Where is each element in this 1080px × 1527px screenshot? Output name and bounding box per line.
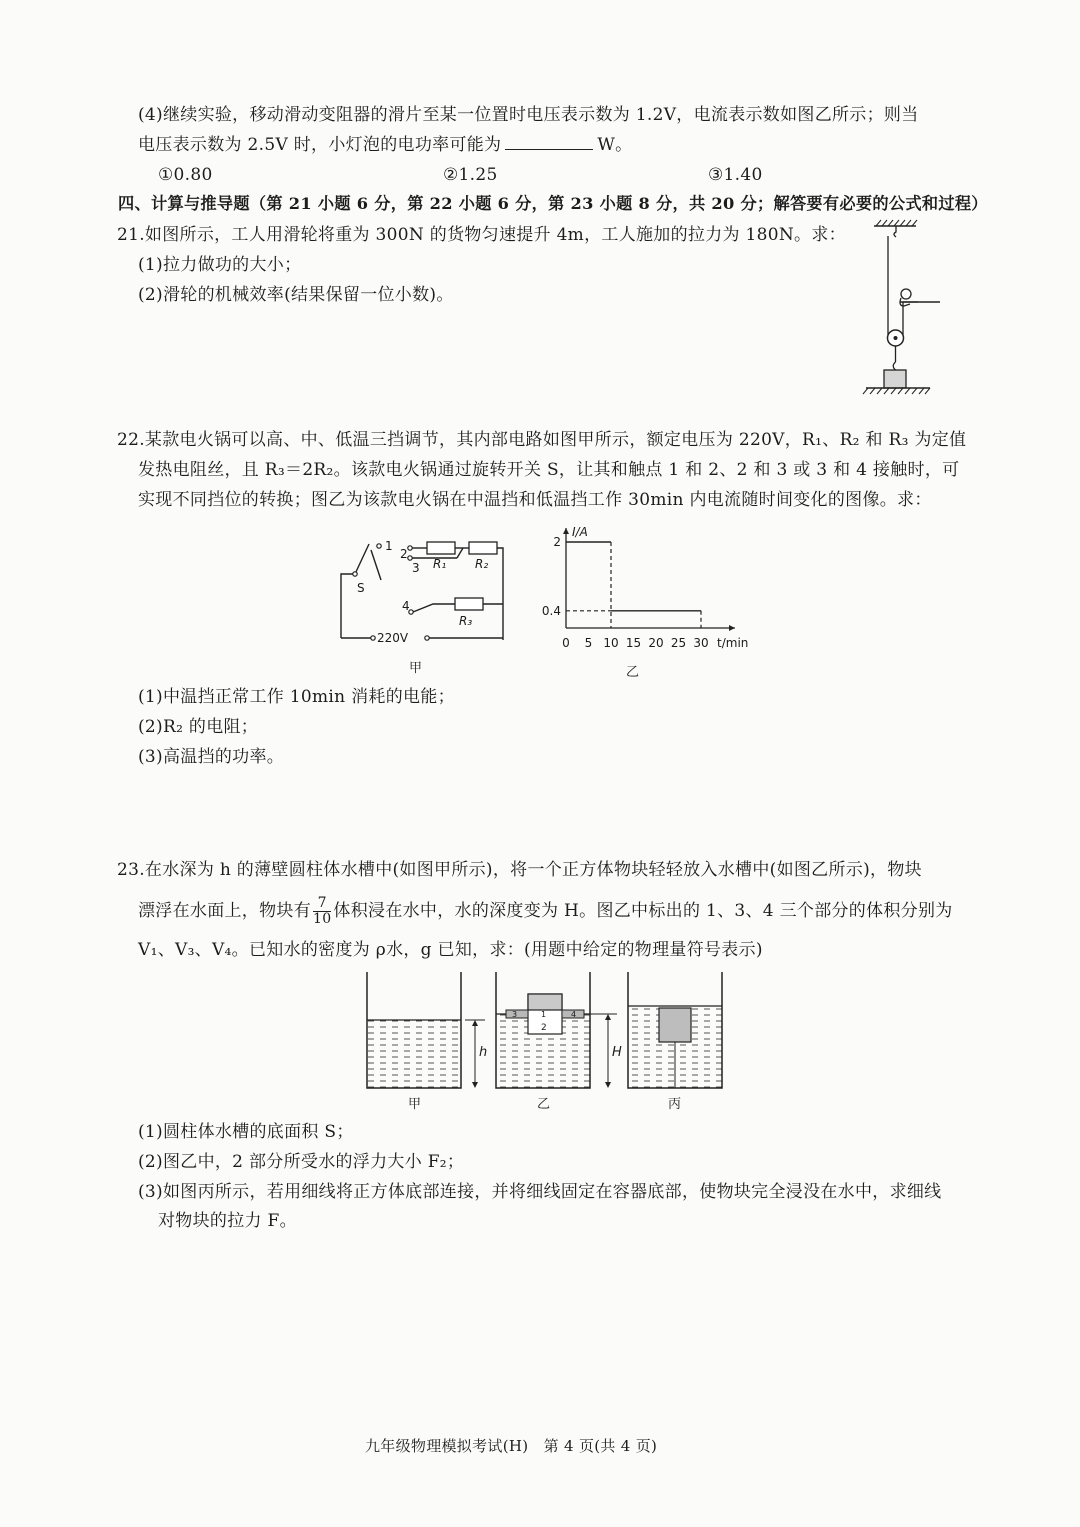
tank-figures — [355, 970, 735, 1115]
circuit-diagram — [335, 530, 515, 680]
q4-line2-post: W。 — [597, 135, 633, 155]
tank-jia-caption: 甲 — [408, 1097, 422, 1112]
tank-bing — [628, 972, 722, 1112]
resistor-r3 — [455, 598, 483, 610]
block-part-3: 3 — [512, 1010, 518, 1019]
q23-part3: (3)如图丙所示，若用细线将正方体底部连接，并将细线固定在容器底部，使物块完全浸没在水中，求细线 — [138, 1182, 942, 1202]
fraction-7-10 — [313, 896, 331, 927]
q23-line1: 23.在水深为 h 的薄壁圆柱体水槽中(如图甲所示)，将一个正方体物块轻轻放入水槽中(如图乙所示)，物块 — [117, 860, 922, 880]
contact-3: 3 — [412, 561, 420, 575]
resistor-r2 — [469, 542, 497, 554]
resistor-r3-label: R₃ — [459, 614, 473, 628]
frac-denominator: 10 — [313, 911, 332, 927]
q4-line1: (4)继续实验，移动滑动变阻器的滑片至某一位置时电压表示数为 1.2V，电流表示数如图乙所示；则当 — [138, 105, 919, 125]
pulley-diagram — [860, 222, 940, 404]
q23-line2-pre: 漂浮在水面上，物块有 — [138, 901, 311, 921]
tank-bing-caption: 丙 — [668, 1097, 682, 1112]
block-part-4: 4 — [571, 1010, 577, 1019]
q22-line3: 实现不同挡位的转换；图乙为该款电火锅在中温挡和低温挡工作 30min 内电流随时间变化的图像。求： — [138, 490, 932, 510]
x-axis-label: t/min — [717, 636, 749, 650]
depth-H-label: H — [612, 1045, 622, 1060]
q22-part3: (3)高温挡的功率。 — [138, 747, 285, 767]
tank-jia — [367, 972, 487, 1112]
q4-option-2: ②1.25 — [443, 165, 498, 185]
block-part-1: 1 — [541, 1010, 547, 1019]
q23-part3-cont: 对物块的拉力 F。 — [158, 1211, 297, 1231]
x-axis-arrow — [729, 625, 735, 631]
frac-numerator: 7 — [313, 896, 331, 912]
q22-part2: (2)R₂ 的电阻； — [138, 717, 259, 737]
chart-caption: 乙 — [626, 665, 640, 680]
y-axis-label: I/A — [572, 525, 588, 539]
x-tick-label: 15 — [625, 636, 642, 650]
block-part-2: 2 — [541, 1023, 547, 1033]
q23-line2 — [138, 896, 953, 927]
q4-line2 — [138, 134, 632, 156]
contact-4: 4 — [402, 599, 410, 613]
depth-h-label: h — [479, 1045, 488, 1060]
q23-part2: (2)图乙中，2 部分所受水的浮力大小 F₂； — [138, 1152, 465, 1172]
x-tick-label: 20 — [648, 636, 664, 650]
y-axis-arrow — [563, 528, 569, 534]
q23-line2-post: 体积浸在水中，水的深度变为 H。图乙中标出的 1、3、4 三个部分的体积分别为 — [333, 901, 953, 921]
x-tick-label: 25 — [670, 636, 687, 650]
q21-part1: (1)拉力做功的大小； — [138, 255, 302, 275]
tank-yi — [496, 972, 622, 1112]
switch-label: S — [357, 581, 365, 595]
source-label: 220V — [377, 631, 409, 645]
answer-blank — [505, 135, 593, 150]
q22-line2: 发热电阻丝，且 R₃＝2R₂。该款电火锅通过旋转开关 S，让其和触点 1 和 2、2 和 3 或 3 和 4 接触时，可 — [138, 460, 960, 480]
x-tick-label: 30 — [693, 636, 709, 650]
page-footer: 九年级物理模拟考试(H) 第 4 页(共 4 页) — [365, 1437, 658, 1455]
q4-option-1: ①0.80 — [158, 165, 213, 185]
q4-option-3: ③1.40 — [708, 165, 763, 185]
resistor-r1-label: R₁ — [433, 557, 447, 571]
contact-1: 1 — [385, 539, 393, 553]
q23-part1: (1)圆柱体水槽的底面积 S； — [138, 1122, 354, 1142]
contact-2: 2 — [400, 547, 408, 561]
resistor-r1 — [427, 542, 455, 554]
x-tick-label: 5 — [584, 636, 593, 650]
y-tick-label: 0.4 — [541, 603, 561, 618]
resistor-r2-label: R₂ — [475, 557, 489, 571]
x-tick-label: 10 — [603, 636, 619, 650]
q22-line1: 22.某款电火锅可以高、中、低温三挡调节，其内部电路如图甲所示，额定电压为 220V，R₁、R₂ 和 R₃ 为定值 — [117, 430, 967, 450]
y-tick-label: 2 — [553, 535, 561, 549]
q4-line2-pre: 电压表示数为 2.5V 时，小灯泡的电功率可能为 — [138, 135, 502, 155]
q22-part1: (1)中温挡正常工作 10min 消耗的电能； — [138, 687, 455, 707]
x-tick-label: 0 — [562, 636, 570, 650]
section4-title: 四、计算与推导题（第 21 小题 6 分，第 22 小题 6 分，第 23 小题 8 分，共 20 分；解答要有必要的公式和过程） — [118, 194, 988, 213]
q21-stem: 21.如图所示，工人用滑轮将重为 300N 的货物匀速提升 4m，工人施加的拉力为 180N。求： — [117, 225, 846, 245]
q21-part2: (2)滑轮的机械效率(结果保留一位小数)。 — [138, 285, 454, 305]
q23-line3: V₁、V₃、V₄。已知水的密度为 ρ水，g 已知，求：(用题中给定的物理量符号表示) — [138, 940, 763, 960]
tank-yi-caption: 乙 — [537, 1097, 551, 1112]
current-time-chart — [535, 518, 765, 678]
circuit-caption: 甲 — [409, 661, 423, 676]
